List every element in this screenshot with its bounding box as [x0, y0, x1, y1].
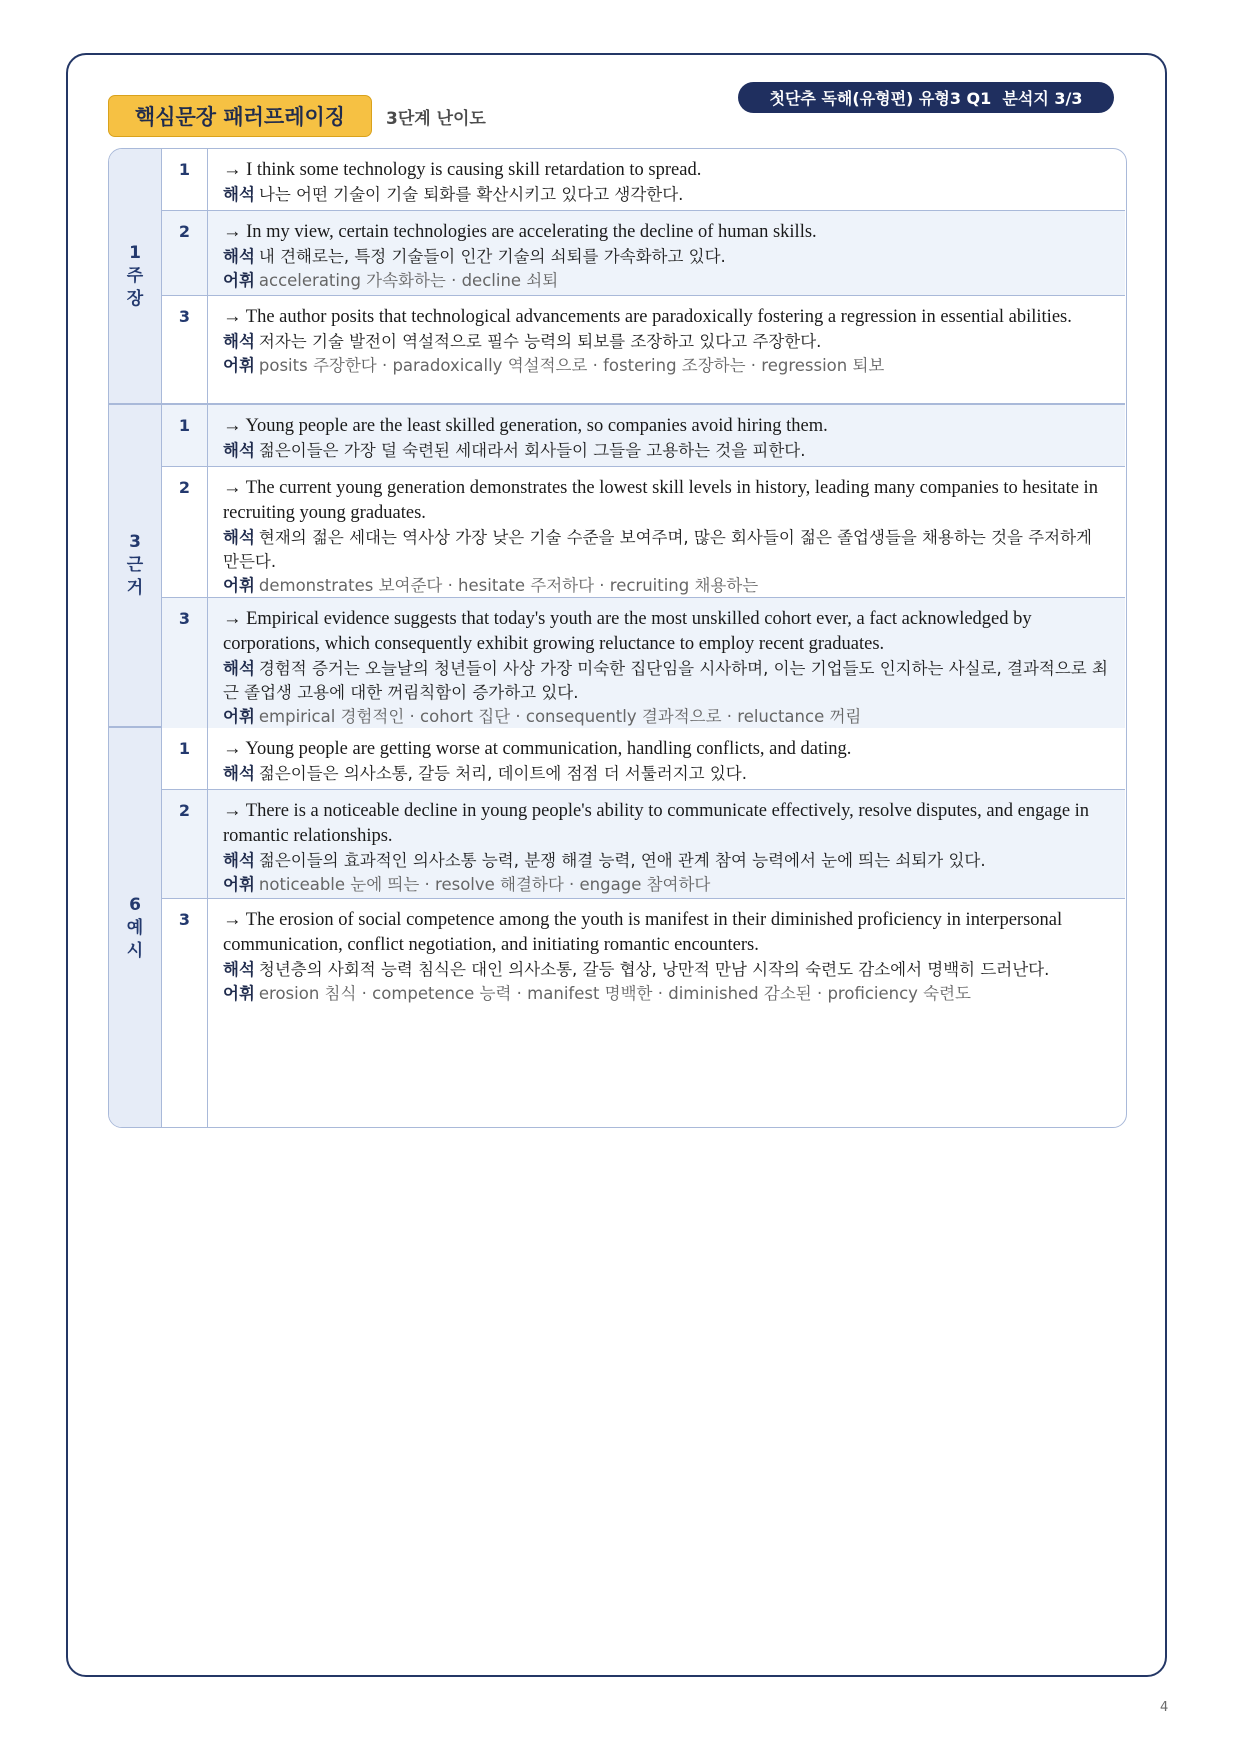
row-number: 3 [162, 296, 208, 405]
row-content [208, 405, 1125, 466]
row-number: 1 [162, 405, 208, 466]
group-label [109, 149, 162, 403]
english-sentence: → I think some technology is causing skill retardation to spread. [223, 160, 702, 180]
translation-tag: 해석 [223, 185, 255, 204]
row-number: 1 [162, 149, 208, 210]
korean-translation [223, 849, 1111, 873]
vocab-line [223, 873, 1111, 897]
row-content [208, 467, 1125, 597]
english-sentence: → The author posits that technological advancements are paradoxically fostering a regression in essential abilities. [223, 307, 1072, 327]
group-label-char: 주 [126, 265, 144, 286]
korean-translation [223, 657, 1111, 705]
vocab-tag: 어휘 [223, 356, 255, 375]
translation-text: 경험적 증거는 오늘날의 청년들이 사상 가장 미숙한 집단임을 시사하며, 이는 기업들도 인지하는 사실로, 결과적으로 최근 졸업생 고용에 대한 꺼림칙함이 증가하고 있다. [223, 659, 1108, 702]
vocab-text: posits 주장한다 · paradoxically 역설적으로 · fostering 조장하는 · regression 퇴보 [258, 356, 885, 375]
row-number: 1 [162, 728, 208, 789]
row-content [208, 790, 1125, 898]
vocab-text: erosion 침식 · competence 능력 · manifest 명백한 · diminished 감소된 · proficiency 숙련도 [258, 984, 971, 1003]
translation-tag: 해석 [223, 528, 255, 547]
sentence-row [162, 149, 1125, 211]
source-pill: 첫단추 독해(유형편) 유형3 Q1 분석지 3/3 [738, 82, 1114, 113]
vocab-text: empirical 경험적인 · cohort 집단 · consequently 결과적으로 · reluctance 꺼림 [258, 707, 862, 726]
row-number: 3 [162, 598, 208, 728]
vocab-text: accelerating 가속화하는 · decline 쇠퇴 [258, 271, 559, 290]
translation-tag: 해석 [223, 332, 255, 351]
row-content [208, 598, 1125, 728]
translation-text: 젊은이들의 효과적인 의사소통 능력, 분쟁 해결 능력, 연애 관계 참여 능력에서 눈에 띄는 쇠퇴가 있다. [258, 851, 986, 870]
row-number: 3 [162, 899, 208, 1128]
group-rows [162, 149, 1125, 403]
row-content [208, 296, 1125, 405]
korean-translation [223, 330, 1111, 354]
translation-text: 내 견해로는, 특정 기술들이 인간 기술의 쇠퇴를 가속화하고 있다. [258, 247, 726, 266]
english-sentence: → In my view, certain technologies are accelerating the decline of human skills. [223, 222, 817, 242]
group-label-char: 예 [126, 918, 144, 938]
sentence-row [162, 467, 1125, 598]
english-sentence: → There is a noticeable decline in young people's ability to communicate effectively, resolve disputes, and engage in romantic relationships. [223, 801, 1090, 846]
sentence-row [162, 899, 1125, 1128]
group-label-char: 거 [126, 578, 144, 598]
row-content [208, 211, 1125, 295]
group-claim [109, 149, 1125, 405]
vocab-line [223, 269, 1111, 293]
group-label-char: 6 [129, 895, 141, 915]
paraphrase-table [108, 148, 1127, 1128]
vocab-tag: 어휘 [223, 576, 255, 595]
group-example [109, 728, 1125, 1128]
sentence-row [162, 728, 1125, 790]
vocab-tag: 어휘 [223, 984, 255, 1003]
vocab-line [223, 574, 1111, 598]
translation-text: 청년층의 사회적 능력 침식은 대인 의사소통, 갈등 협상, 낭만적 만남 시작의 숙련도 감소에서 명백히 드러난다. [258, 960, 1050, 979]
page-number: 4 [1160, 1700, 1169, 1715]
group-label-char: 근 [126, 555, 144, 575]
vocab-text: noticeable 눈에 띄는 · resolve 해결하다 · engage 참여하다 [258, 875, 711, 894]
difficulty-level: 3단계 난이도 [386, 109, 486, 129]
group-rows [162, 728, 1125, 1128]
group-evidence [109, 405, 1125, 728]
group-label [109, 728, 162, 1128]
vocab-tag: 어휘 [223, 271, 255, 290]
translation-text: 저자는 기술 발전이 역설적으로 필수 능력의 퇴보를 조장하고 있다고 주장한다. [258, 332, 822, 351]
sentence-row [162, 296, 1125, 405]
korean-translation [223, 958, 1111, 982]
translation-tag: 해석 [223, 247, 255, 266]
vocab-tag: 어휘 [223, 875, 255, 894]
group-label-char: 장 [126, 288, 144, 309]
row-number: 2 [162, 211, 208, 295]
vocab-tag: 어휘 [223, 707, 255, 726]
english-sentence: → Empirical evidence suggests that today's youth are the most unskilled cohort ever, a fact acknowledged by corporations, which consequently exhibit growing reluctance to employ recent graduates. [223, 609, 1032, 654]
korean-translation [223, 762, 1111, 786]
group-label-char: 3 [129, 532, 141, 552]
row-content [208, 899, 1125, 1128]
row-number: 2 [162, 467, 208, 597]
english-sentence: → The current young generation demonstrates the lowest skill levels in history, leading many companies to hesitate in recruiting young graduates. [223, 478, 1098, 523]
group-label-char: 시 [126, 941, 144, 961]
korean-translation [223, 245, 1111, 269]
group-rows [162, 405, 1125, 726]
vocab-text: demonstrates 보여준다 · hesitate 주저하다 · recruiting 채용하는 [258, 576, 759, 595]
row-content [208, 728, 1125, 789]
group-label-char: 1 [129, 242, 141, 263]
row-content [208, 149, 1125, 210]
translation-tag: 해석 [223, 659, 255, 678]
vocab-line [223, 354, 1111, 378]
row-number: 2 [162, 790, 208, 898]
english-sentence: → Young people are the least skilled generation, so companies avoid hiring them. [223, 416, 828, 436]
sentence-row [162, 598, 1125, 728]
translation-tag: 해석 [223, 764, 255, 783]
english-sentence: → Young people are getting worse at communication, handling conflicts, and dating. [223, 739, 852, 759]
group-label [109, 405, 162, 726]
korean-translation [223, 183, 1111, 207]
translation-text: 현재의 젊은 세대는 역사상 가장 낮은 기술 수준을 보여주며, 많은 회사들이 젊은 졸업생들을 채용하는 것을 주저하게 만든다. [223, 528, 1092, 571]
vocab-line [223, 982, 1111, 1006]
sentence-row [162, 790, 1125, 899]
translation-text: 나는 어떤 기술이 기술 퇴화를 확산시키고 있다고 생각한다. [258, 185, 684, 204]
korean-translation [223, 526, 1111, 574]
vocab-line [223, 705, 1111, 729]
translation-tag: 해석 [223, 851, 255, 870]
english-sentence: → The erosion of social competence among the youth is manifest in their diminished proficiency in interpersonal communication, conflict negotiation, and initiating romantic encounters. [223, 910, 1063, 955]
sentence-row [162, 405, 1125, 467]
sentence-row [162, 211, 1125, 296]
section-title-badge: 핵심문장 패러프레이징 [108, 95, 372, 137]
korean-translation [223, 439, 1111, 463]
translation-text: 젊은이들은 가장 덜 숙련된 세대라서 회사들이 그들을 고용하는 것을 피한다. [258, 441, 806, 460]
translation-tag: 해석 [223, 960, 255, 979]
translation-text: 젊은이들은 의사소통, 갈등 처리, 데이트에 점점 더 서툴러지고 있다. [258, 764, 747, 783]
translation-tag: 해석 [223, 441, 255, 460]
